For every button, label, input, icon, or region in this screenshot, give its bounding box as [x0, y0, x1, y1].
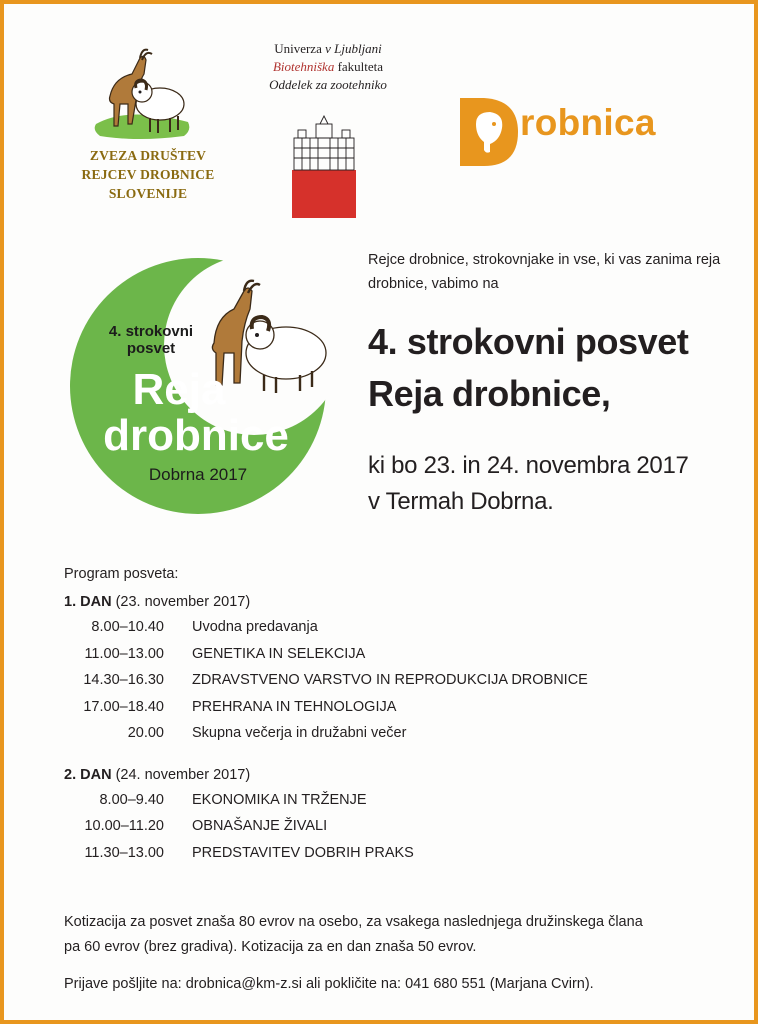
contact-line: Prijave pošljite na: drobnica@km-z.si ali pokličite na: 041 680 551 (Marjana Cvirn). — [64, 976, 594, 992]
brand-d-sheep-icon — [456, 94, 522, 170]
zveza-name-line: SLOVENIJE — [108, 186, 188, 201]
badge-subtitle-line: posvet — [126, 340, 176, 357]
badge-subtitle-line: 4. strokovni — [108, 323, 194, 340]
event-date-place — [368, 448, 748, 520]
badge-year: Dobrna 2017 — [148, 465, 248, 484]
schedule-topic: ZDRAVSTVENO VARSTVO IN REPRODUKCIJA DROBNICE — [192, 672, 588, 688]
faculty-name-rest: fakulteta — [334, 59, 384, 74]
university-name — [248, 40, 408, 94]
zveza-name-line: ZVEZA DRUŠTEV — [89, 148, 207, 163]
department-name: Oddelek za zootehniko — [269, 77, 387, 92]
day-date: (24. november 2017) — [111, 766, 251, 783]
event-badge — [64, 257, 332, 515]
schedule-time: 20.00 — [127, 725, 164, 741]
schedule-time: 14.30–16.30 — [83, 672, 164, 688]
university-line1-a: Univerza — [274, 41, 326, 56]
schedule-topic: OBNAŠANJE ŽIVALI — [192, 818, 328, 834]
schedule-row — [64, 667, 724, 694]
schedule-row — [64, 694, 724, 721]
headline-line: Reja drobnice, — [368, 373, 611, 414]
day-label: 1. DAN — [64, 594, 112, 610]
program-day-1 — [64, 590, 724, 747]
program-day-2 — [64, 763, 724, 867]
schedule-time: 17.00–18.40 — [83, 698, 164, 715]
badge-subtitle — [96, 323, 206, 357]
program-section — [64, 562, 724, 866]
zveza-name-line: REJCEV DROBNICE — [81, 167, 215, 182]
schedule-row — [64, 840, 724, 867]
event-place: v Termah Dobrna. — [368, 488, 554, 515]
headline-line: 4. strokovni posvet — [368, 321, 689, 362]
schedule-time: 11.30–13.00 — [84, 844, 164, 861]
badge-title-line: Reja — [132, 365, 226, 414]
schedule-row — [64, 787, 724, 814]
program-heading: Program posveta: — [64, 566, 179, 582]
badge-title-line: drobnice — [103, 411, 289, 460]
fee-line: Kotizacija za posvet znaša 80 evrov na osebo, za vsakega naslednjega družinskega člana — [64, 914, 643, 930]
schedule-row — [64, 614, 724, 641]
schedule-row — [64, 641, 724, 668]
schedule-topic: PREHRANA IN TEHNOLOGIJA — [192, 698, 397, 715]
zveza-logo — [78, 44, 218, 214]
schedule-row — [64, 720, 724, 747]
registration-info — [64, 910, 744, 997]
day-date: (23. november 2017) — [111, 594, 251, 610]
schedule-topic: EKONOMIKA IN TRŽENJE — [192, 791, 367, 808]
schedule-topic: Uvodna predavanja — [192, 619, 318, 635]
day-label: 2. DAN — [64, 766, 112, 783]
schedule-time: 11.00–13.00 — [84, 645, 164, 662]
brand-name: robnica — [520, 102, 656, 143]
faculty-name-highlight: Biotehniška — [272, 59, 335, 74]
schedule-time: 10.00–11.20 — [84, 818, 164, 834]
university-logo — [248, 40, 408, 220]
invitation-intro: Rejce drobnice, strokovnjake in vse, ki vas zanima reja drobnice, vabimo na — [368, 252, 721, 292]
schedule-time: 8.00–10.40 — [91, 619, 164, 635]
fee-line: pa 60 evrov (brez gradiva). Kotizacija za en dan znaša 50 evrov. — [64, 939, 477, 955]
event-date: ki bo 23. in 24. novembra 2017 — [368, 452, 689, 479]
drobnica-brand-logo — [456, 94, 726, 170]
schedule-topic: Skupna večerja in družabni večer — [192, 725, 407, 741]
zveza-name — [78, 146, 218, 203]
university-building-icon — [292, 114, 356, 218]
day-title — [64, 590, 724, 614]
schedule-topic: GENETIKA IN SELEKCIJA — [192, 645, 366, 662]
schedule-row — [64, 813, 724, 840]
university-line1-b: v Ljubljani — [325, 41, 382, 56]
schedule-topic: PREDSTAVITEV DOBRIH PRAKS — [192, 844, 414, 861]
day-title — [64, 763, 724, 787]
goat-and-sheep-icon — [88, 44, 198, 144]
schedule-time: 8.00–9.40 — [99, 791, 164, 808]
badge-title — [64, 367, 332, 459]
event-headline — [368, 316, 748, 420]
